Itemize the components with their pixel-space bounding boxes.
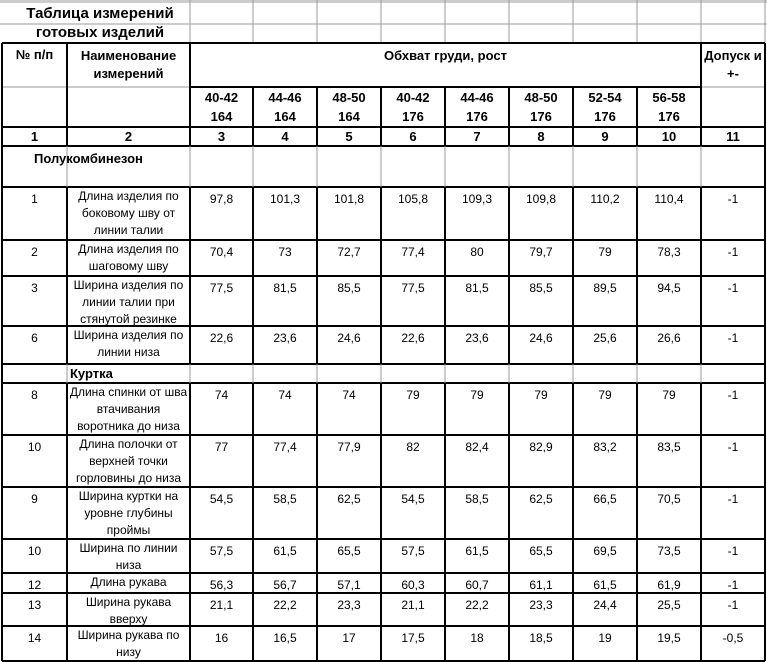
column-number: 8 — [537, 128, 545, 144]
row-number: 9 — [31, 492, 38, 506]
tolerance-value: -1 — [727, 192, 739, 206]
tolerance-value: -1 — [727, 388, 739, 402]
row-number: 10 — [27, 544, 42, 558]
measurement-value: 25,6 — [593, 331, 617, 345]
measurement-value: 61,5 — [273, 544, 297, 558]
measurement-name: Длина изделия по шаговому шву — [78, 242, 179, 273]
measurement-name: Ширина рукава по низу — [77, 628, 180, 659]
measurement-value: 23,3 — [337, 598, 361, 612]
measurement-value: 60,3 — [401, 578, 425, 592]
measurement-value: 26,6 — [657, 331, 681, 345]
section-title: Куртка — [70, 366, 113, 381]
measurement-value: 25,5 — [657, 598, 681, 612]
measurement-value: 58,5 — [465, 492, 489, 506]
measurement-value: 17,5 — [401, 631, 425, 645]
measurement-value: 83,2 — [593, 440, 617, 454]
measurement-value: 77,4 — [401, 245, 425, 259]
measurement-value: 79,7 — [529, 245, 553, 259]
measurement-name: Ширина рукава вверху — [85, 595, 172, 626]
measurement-value: 19,5 — [657, 631, 681, 645]
column-number: 10 — [661, 128, 677, 144]
measurement-value: 66,5 — [593, 492, 617, 506]
row-number: 6 — [31, 331, 38, 345]
tolerance-value: -1 — [727, 598, 739, 612]
size-height: 176 — [466, 109, 488, 124]
measurement-value: 89,5 — [593, 281, 617, 295]
header-tolerance: Допуск и +- — [704, 48, 762, 81]
tolerance-value: -1 — [727, 578, 739, 592]
measurement-value: 58,5 — [273, 492, 297, 506]
measurement-value: 85,5 — [337, 281, 361, 295]
measurement-value: 16,5 — [273, 631, 297, 645]
measurement-value: 110,4 — [654, 192, 684, 206]
row-number: 14 — [27, 631, 42, 645]
measurement-value: 62,5 — [337, 492, 361, 506]
tolerance-value: -1 — [727, 245, 739, 259]
measurement-value: 74 — [214, 388, 229, 402]
measurement-value: 109,8 — [525, 192, 557, 206]
measurement-value: 97,8 — [209, 192, 234, 206]
column-number: 1 — [30, 128, 39, 144]
column-number: 2 — [124, 128, 133, 144]
size-height: 176 — [594, 109, 616, 124]
size-height: 176 — [402, 109, 424, 124]
measurement-value: 57,5 — [401, 544, 425, 558]
measurement-value: 22,6 — [209, 331, 234, 345]
measurement-value: 78,3 — [657, 245, 681, 259]
tolerance-value: -1 — [727, 440, 739, 454]
size-chest: 56-58 — [652, 90, 686, 105]
measurement-value: 79 — [598, 388, 612, 402]
measurement-value: 57,5 — [209, 544, 234, 558]
tolerance-value: -0,5 — [722, 631, 744, 645]
measurement-value: 56,3 — [209, 578, 234, 592]
row-number: 10 — [27, 440, 42, 454]
measurement-value: 82,4 — [465, 440, 489, 454]
measurement-name: Ширина изделия по линии низа — [73, 328, 184, 359]
measurement-value: 79 — [406, 388, 420, 402]
column-number: 11 — [726, 128, 740, 144]
measurement-value: 77,9 — [337, 440, 361, 454]
measurement-value: 72,7 — [337, 245, 361, 259]
size-chest: 40-42 — [396, 90, 430, 105]
measurement-name: Ширина по линии низа — [79, 541, 178, 572]
measurement-value: 81,5 — [273, 281, 297, 295]
measurement-name: Ширина куртки на уровне глубины проймы — [78, 489, 179, 537]
size-height: 164 — [338, 109, 360, 124]
measurement-value: 61,5 — [593, 578, 617, 592]
measurement-value: 22,6 — [401, 331, 425, 345]
measurement-value: 21,1 — [209, 598, 234, 612]
column-number: 6 — [409, 128, 417, 144]
measurement-value: 74 — [278, 388, 292, 402]
measurement-value: 24,6 — [337, 331, 361, 345]
measurement-value: 79 — [662, 388, 676, 402]
measurement-value: 21,1 — [401, 598, 425, 612]
measurement-value: 70,4 — [209, 245, 234, 259]
row-number: 8 — [31, 388, 38, 402]
tolerance-value: -1 — [727, 492, 739, 506]
measurement-value: 73 — [278, 245, 292, 259]
row-number: 3 — [31, 281, 38, 295]
measurement-name: Длина рукава — [90, 575, 167, 589]
measurement-value: 70,5 — [657, 492, 681, 506]
column-number: 9 — [601, 128, 609, 144]
measurement-value: 94,5 — [657, 281, 681, 295]
measurement-value: 65,5 — [337, 544, 361, 558]
measurement-value: 69,5 — [593, 544, 617, 558]
measurement-value: 79 — [470, 388, 484, 402]
measurement-value: 101,8 — [333, 192, 365, 206]
measurement-value: 85,5 — [529, 281, 553, 295]
measurement-value: 82,9 — [529, 440, 553, 454]
size-chest: 44-46 — [268, 90, 302, 105]
measurement-value: 17 — [342, 631, 356, 645]
measurement-value: 74 — [342, 388, 356, 402]
measurement-value: 54,5 — [209, 492, 234, 506]
header-num: № п/п — [15, 47, 54, 62]
measurement-value: 81,5 — [465, 281, 489, 295]
measurement-value: 24,4 — [593, 598, 617, 612]
measurement-value: 109,3 — [461, 192, 493, 206]
row-number: 2 — [31, 245, 38, 259]
tolerance-value: -1 — [727, 331, 739, 345]
tolerance-value: -1 — [727, 281, 739, 295]
size-chest: 44-46 — [460, 90, 494, 105]
measurement-value: 83,5 — [657, 440, 681, 454]
measurement-value: 79 — [534, 388, 548, 402]
column-number: 7 — [473, 128, 481, 144]
size-height: 164 — [274, 109, 296, 124]
measurement-value: 19 — [598, 631, 612, 645]
measurement-value: 73,5 — [657, 544, 681, 558]
measurement-value: 16 — [214, 631, 229, 645]
measurement-value: 101,3 — [269, 192, 301, 206]
row-number: 12 — [27, 578, 42, 592]
measurement-name: Длина полочки от верхней точки горловины до низа — [75, 437, 182, 485]
measurement-value: 77 — [214, 440, 229, 454]
size-chest: 48-50 — [524, 90, 558, 105]
size-chest: 40-42 — [204, 90, 239, 105]
size-height: 164 — [210, 109, 233, 124]
measurement-value: 77,5 — [209, 281, 234, 295]
measurement-value: 18,5 — [529, 631, 553, 645]
header-sizes-group: Обхват груди, рост — [384, 48, 507, 63]
tolerance-value: -1 — [727, 544, 739, 558]
measurement-value: 61,1 — [529, 578, 553, 592]
column-number: 3 — [217, 128, 226, 144]
page-title: Таблица измерений готовых изделий — [26, 5, 174, 41]
measurement-value: 105,8 — [397, 192, 429, 206]
measurement-value: 61,9 — [657, 578, 681, 592]
measurement-value: 82 — [406, 440, 420, 454]
measurement-value: 80 — [470, 245, 484, 259]
measurement-value: 77,5 — [401, 281, 425, 295]
measurement-value: 110,2 — [590, 192, 620, 206]
measurement-value: 62,5 — [529, 492, 553, 506]
measurement-value: 18 — [470, 631, 484, 645]
measurement-value: 23,6 — [273, 331, 297, 345]
row-number: 13 — [27, 598, 42, 612]
section-title: Полукомбинезон — [34, 151, 143, 166]
measurement-value: 24,6 — [529, 331, 553, 345]
measurement-name: Длина спинки от шва втачивания воротника до низа — [69, 385, 188, 433]
measurement-value: 65,5 — [529, 544, 553, 558]
measurement-value: 79 — [598, 245, 612, 259]
size-chest: 52-54 — [588, 90, 622, 105]
measurement-name: Длина изделия по боковому шву от линии талии — [78, 189, 179, 237]
column-number: 4 — [281, 128, 289, 144]
size-chest: 48-50 — [332, 90, 366, 105]
measurement-value: 61,5 — [465, 544, 489, 558]
measurement-value: 60,7 — [465, 578, 489, 592]
column-number: 5 — [345, 128, 353, 144]
measurement-value: 23,3 — [529, 598, 553, 612]
measurement-value: 54,5 — [401, 492, 425, 506]
measurement-name: Ширина изделия по линии талии при стянутой резинке — [73, 278, 184, 326]
measurement-value: 56,7 — [273, 578, 297, 592]
header-name: Наименование измерений — [80, 48, 177, 81]
measurement-value: 22,2 — [465, 598, 489, 612]
row-number: 1 — [31, 192, 38, 206]
measurement-value: 23,6 — [465, 331, 489, 345]
size-height: 176 — [530, 109, 552, 124]
measurement-value: 77,4 — [273, 440, 297, 454]
size-height: 176 — [658, 109, 680, 124]
measurement-value: 57,1 — [337, 578, 361, 592]
measurement-value: 22,2 — [273, 598, 297, 612]
